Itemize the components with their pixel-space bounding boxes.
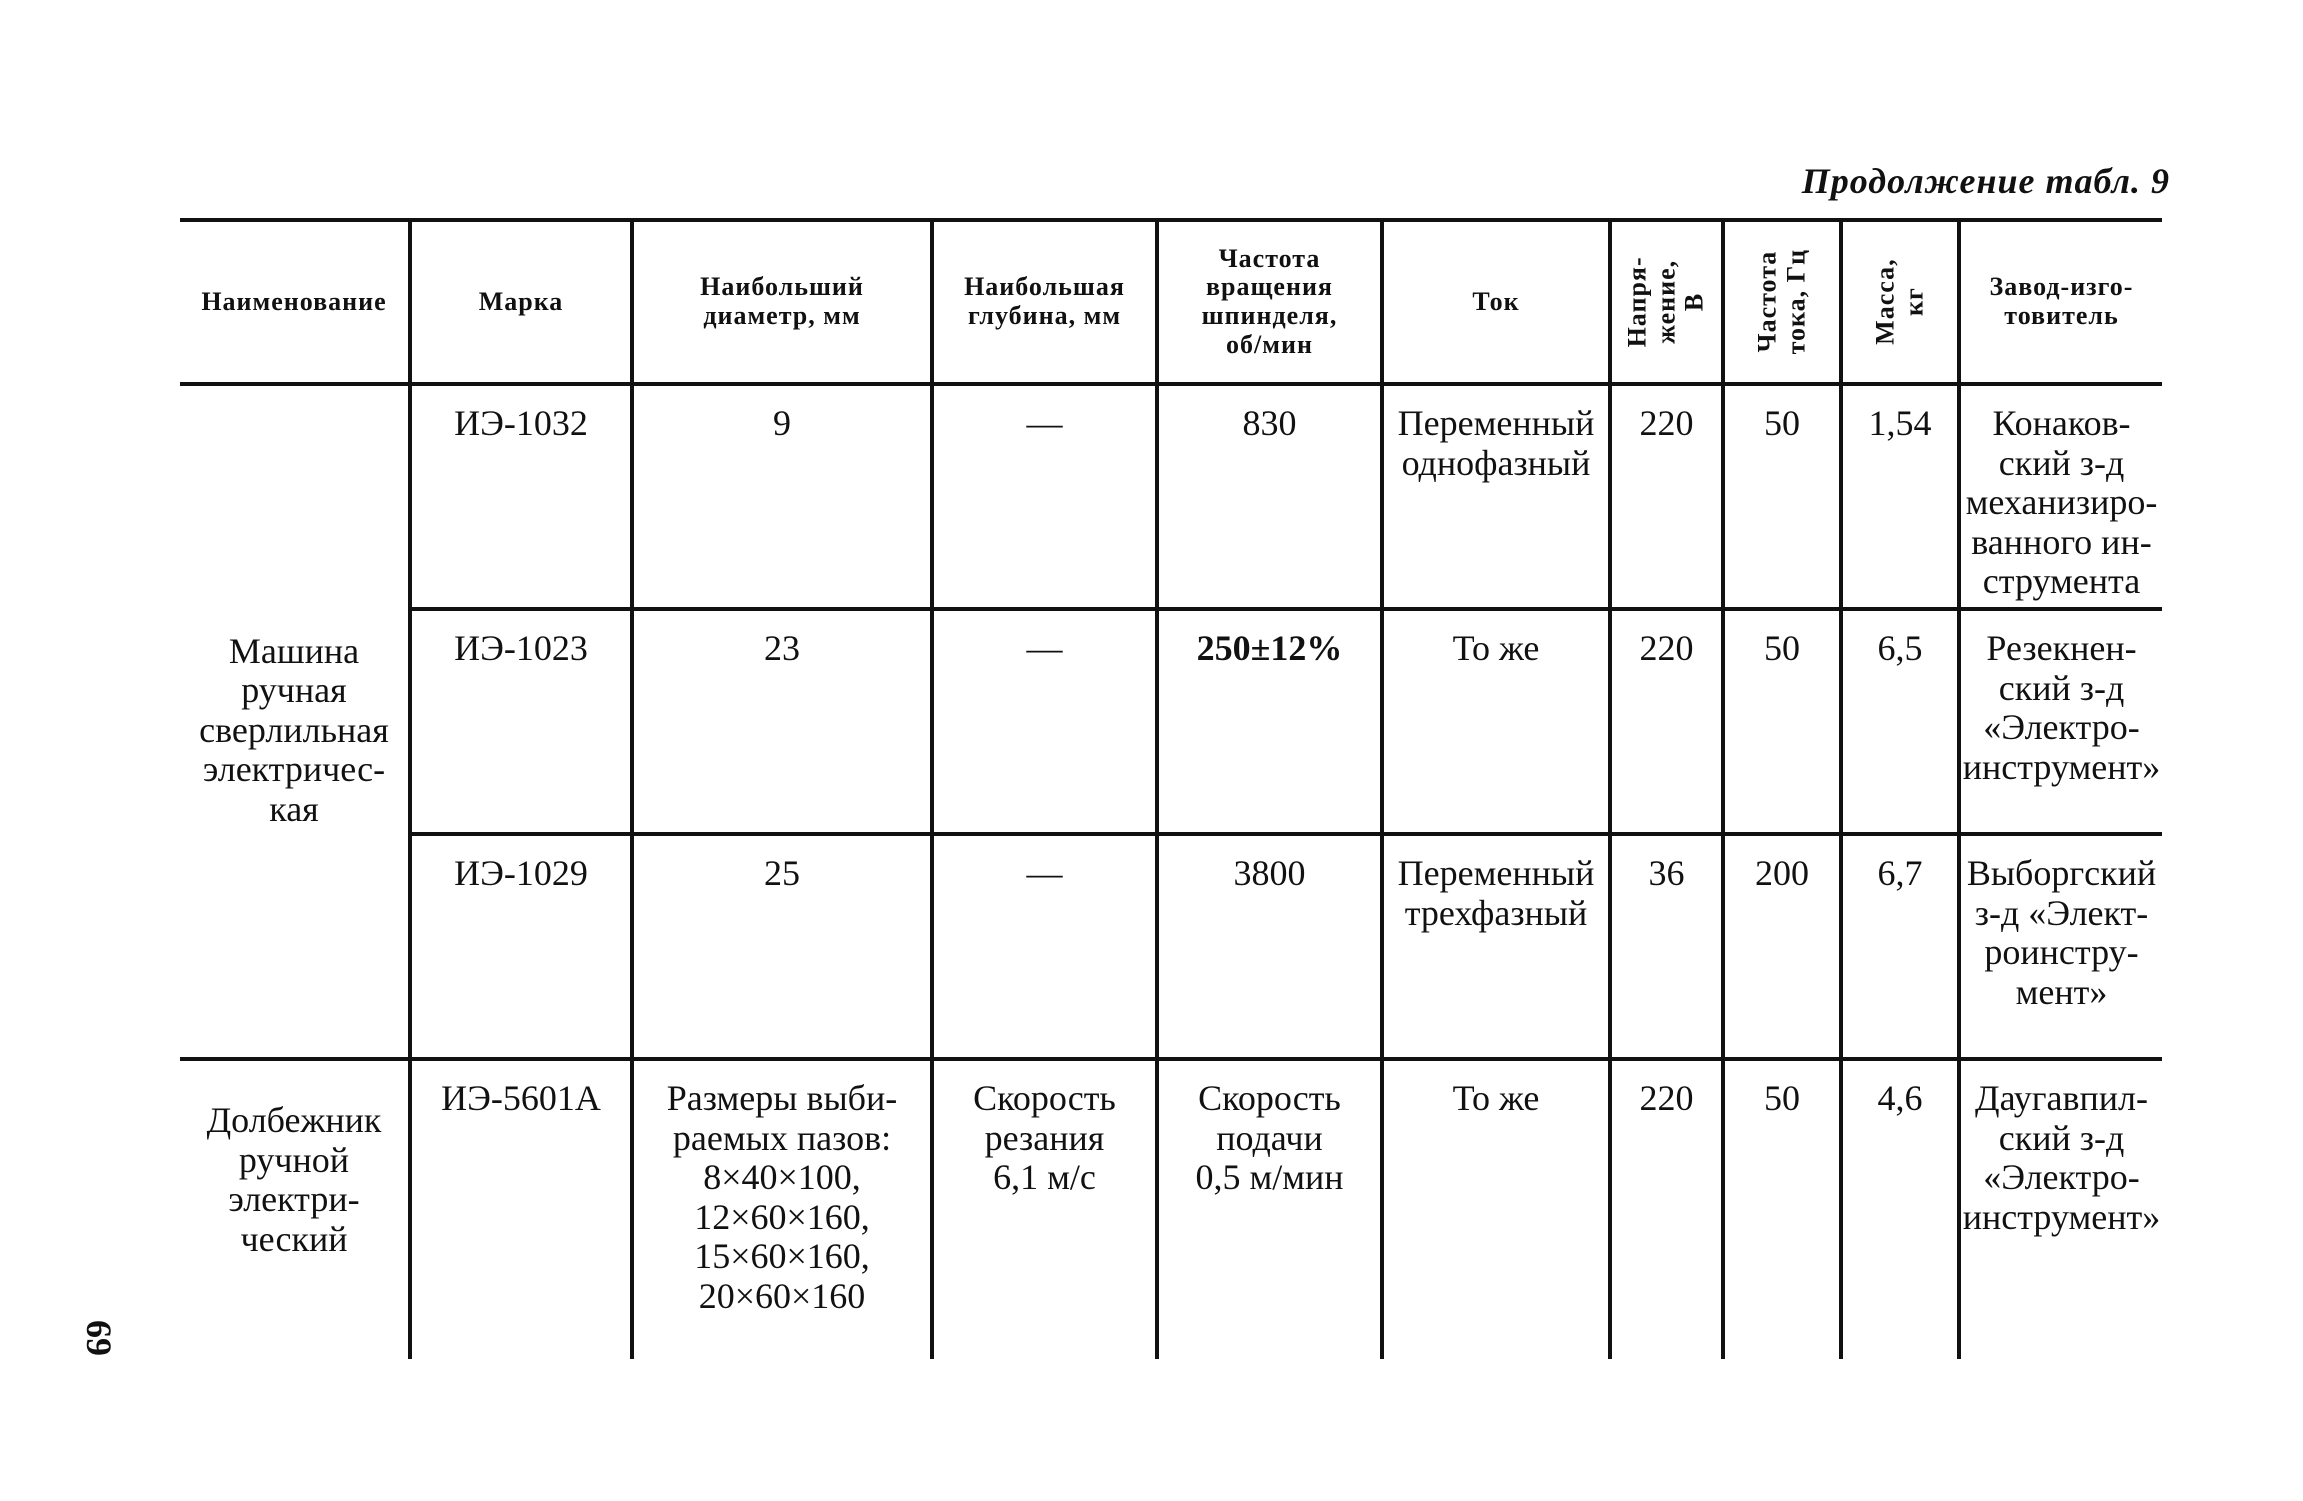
mass-cell: 6,7	[1841, 834, 1959, 1059]
speed-cell: 830	[1157, 384, 1382, 609]
manufacturer-cell: Выборгский з-д «Элект- роинстру- мент»	[1959, 834, 2162, 1059]
col-header-name: Наименование	[201, 286, 387, 316]
mark-cell: ИЭ-1032	[410, 384, 632, 609]
current-cell: Переменный трехфазный	[1382, 834, 1610, 1059]
speed-cell: 250±12%	[1157, 609, 1382, 834]
col-header-voltage: Напря- жение, В	[1610, 220, 1723, 384]
depth-cell: —	[932, 834, 1157, 1059]
frequency-cell: 50	[1723, 609, 1841, 834]
mass-cell: 4,6	[1841, 1059, 1959, 1359]
depth-cell: —	[932, 609, 1157, 834]
manufacturer-cell: Даугавпил- ский з-д «Электро- инструмент»	[1959, 1059, 2162, 1359]
col-header-current: Ток	[1382, 220, 1610, 384]
speed-cell: Скорость подачи 0,5 м/мин	[1157, 1059, 1382, 1359]
table-continuation-caption: Продолжение табл. 9	[1801, 161, 2170, 201]
specification-table	[180, 218, 2162, 1359]
table-row	[180, 834, 2162, 1059]
depth-cell: —	[932, 384, 1157, 609]
mark-cell: ИЭ-1029	[410, 834, 632, 1059]
mark-cell: ИЭ-5601А	[410, 1059, 632, 1359]
speed-cell: 3800	[1157, 834, 1382, 1059]
mass-cell: 1,54	[1841, 384, 1959, 609]
voltage-cell: 220	[1610, 609, 1723, 834]
frequency-cell: 50	[1723, 384, 1841, 609]
diameter-cell: Размеры выби- раемых пазов: 8×40×100, 12×60×160, 15×60×160, 20×60×160	[632, 1059, 932, 1359]
manufacturer-cell: Конаков- ский з-д механизиро- ванного ин- струмента	[1959, 384, 2162, 609]
voltage-cell: 36	[1610, 834, 1723, 1059]
item-name-cell: Машина ручная сверлильная электричес- кая	[199, 630, 389, 829]
table-row	[180, 384, 2162, 609]
col-header-diameter: Наибольший диаметр, мм	[632, 220, 932, 384]
diameter-cell: 9	[632, 384, 932, 609]
current-cell: Переменный однофазный	[1382, 384, 1610, 609]
col-header-depth: Наибольшая глубина, мм	[932, 220, 1157, 384]
mark-cell: ИЭ-1023	[410, 609, 632, 834]
mass-cell: 6,5	[1841, 609, 1959, 834]
frequency-cell: 50	[1723, 1059, 1841, 1359]
current-cell: То же	[1382, 1059, 1610, 1359]
col-header-mark: Марка	[410, 220, 632, 384]
col-header-speed: Частота вращения шпинделя, об/мин	[1157, 220, 1382, 384]
col-header-frequency: Частота тока, Гц	[1723, 220, 1841, 384]
page-number: 69	[79, 1320, 119, 1356]
item-name-cell: Долбежник ручной электри- ческий	[206, 1100, 382, 1259]
frequency-cell: 200	[1723, 834, 1841, 1059]
voltage-cell: 220	[1610, 1059, 1723, 1359]
table-row	[180, 1059, 2162, 1359]
diameter-cell: 23	[632, 609, 932, 834]
manufacturer-cell: Резекнен- ский з-д «Электро- инструмент»	[1959, 609, 2162, 834]
header-row	[180, 220, 2162, 384]
depth-cell: Скорость резания 6,1 м/с	[932, 1059, 1157, 1359]
col-header-manufacturer: Завод-изго- товитель	[1959, 220, 2162, 384]
voltage-cell: 220	[1610, 384, 1723, 609]
table-row	[180, 609, 2162, 834]
col-header-mass: Масса, кг	[1841, 220, 1959, 384]
diameter-cell: 25	[632, 834, 932, 1059]
current-cell: То же	[1382, 609, 1610, 834]
